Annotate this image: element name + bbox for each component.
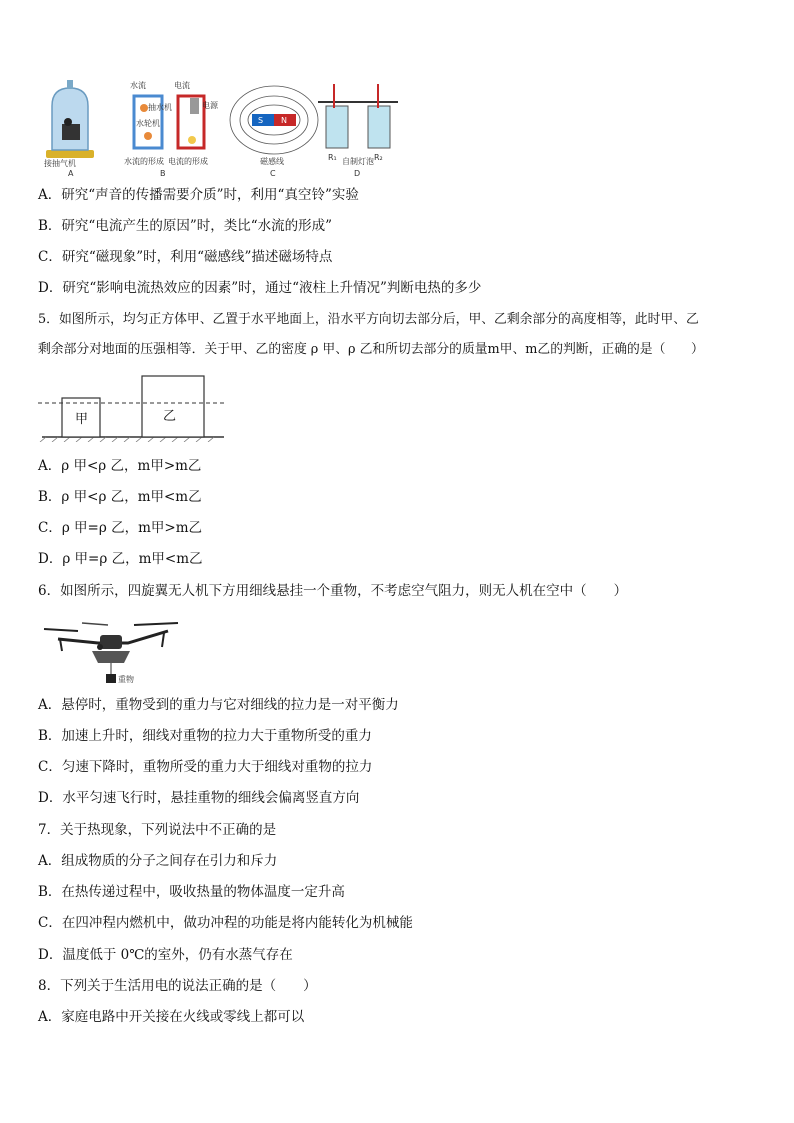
q4-option-d: D．研究“影响电流热效应的因素”时，通过“液柱上升情况”判断电热的多少 <box>38 280 482 296</box>
q6-option-a: A．悬停时，重物受到的重力与它对细线的拉力是一对平衡力 <box>38 697 399 713</box>
experiments-figure <box>38 78 408 180</box>
caption-c: 磁感线 <box>260 157 284 166</box>
water-current-analogy-illustration <box>124 80 219 178</box>
q5-stem-line2: 剩余部分对地面的压强相等．关于甲、乙的密度 ρ 甲、ρ 乙和所切去部分的质量m甲、m乙的判断，正确的是（ ） <box>38 342 704 357</box>
label-water-flow: 水流 <box>130 81 146 90</box>
drone-figure <box>38 617 188 685</box>
blocks-figure <box>38 372 228 442</box>
weight-icon <box>106 674 116 683</box>
label-source: 电源 <box>202 101 218 110</box>
caption-a: 接抽气机 <box>44 159 76 168</box>
label-s-pole: S <box>258 116 264 125</box>
q6-stem: 6．如图所示，四旋翼无人机下方用细线悬挂一个重物，不考虑空气阻力，则无人机在空中（ ） <box>38 583 628 599</box>
magnetic-field-illustration <box>230 86 318 178</box>
label-r2: R₂ <box>374 153 383 162</box>
label-current: 电流 <box>174 81 190 90</box>
q6-option-d: D．水平匀速飞行时，悬挂重物的细线会偏离竖直方向 <box>38 790 360 806</box>
letter-a: A <box>68 169 74 178</box>
block-jia-label: 甲 <box>75 412 89 427</box>
q6-option-b: B．加速上升时，细线对重物的拉力大于重物所受的重力 <box>38 728 372 744</box>
label-r1: R₁ <box>328 153 337 162</box>
q7-option-d: D．温度低于 0℃的室外，仍有水蒸气存在 <box>38 947 293 963</box>
letter-c: C <box>270 169 276 178</box>
q7-stem: 7．关于热现象，下列说法中不正确的是 <box>38 822 277 838</box>
label-pump: 抽水机 <box>148 103 172 112</box>
letter-d: D <box>354 169 361 178</box>
letter-b: B <box>160 169 166 178</box>
q7-option-b: B．在热传递过程中，吸收热量的物体温度一定升高 <box>38 884 345 900</box>
q5-option-b: B．ρ 甲<ρ 乙，m甲<m乙 <box>38 489 202 505</box>
caption-b2: 电流的形成 <box>168 157 208 166</box>
q7-option-c: C．在四冲程内燃机中，做功冲程的功能是将内能转化为机械能 <box>38 915 413 931</box>
q4-option-b: B．研究“电流产生的原因”时，类比“水流的形成” <box>38 218 333 234</box>
caption-b1: 水流的形成 <box>124 157 164 166</box>
caption-d: 自制灯泡 <box>342 157 374 166</box>
label-turbine: 水轮机 <box>136 119 160 128</box>
q8-option-a: A．家庭电路中开关接在火线或零线上都可以 <box>38 1009 305 1025</box>
q5-option-a: A．ρ 甲<ρ 乙，m甲>m乙 <box>38 458 202 474</box>
block-yi-label: 乙 <box>163 409 177 424</box>
q8-stem: 8．下列关于生活用电的说法正确的是（ ） <box>38 978 317 994</box>
q4-option-c: C．研究“磁现象”时，利用“磁感线”描述磁场特点 <box>38 249 333 265</box>
heating-flasks-illustration <box>318 84 398 178</box>
q4-option-a: A．研究“声音的传播需要介质”时，利用“真空铃”实验 <box>38 187 359 203</box>
bell-jar-illustration <box>44 80 94 178</box>
label-n-pole: N <box>281 116 287 125</box>
weight-label: 重物 <box>118 675 134 684</box>
q5-option-d: D．ρ 甲=ρ 乙，m甲<m乙 <box>38 551 203 567</box>
q5-option-c: C．ρ 甲=ρ 乙，m甲>m乙 <box>38 520 203 536</box>
q7-option-a: A．组成物质的分子之间存在引力和斥力 <box>38 853 278 869</box>
q6-option-c: C．匀速下降时，重物所受的重力大于细线对重物的拉力 <box>38 759 373 775</box>
q5-stem-line1: 5．如图所示，均匀正方体甲、乙置于水平地面上，沿水平方向切去部分后，甲、乙剩余部分的高度相等，此时甲、乙 <box>38 312 699 327</box>
